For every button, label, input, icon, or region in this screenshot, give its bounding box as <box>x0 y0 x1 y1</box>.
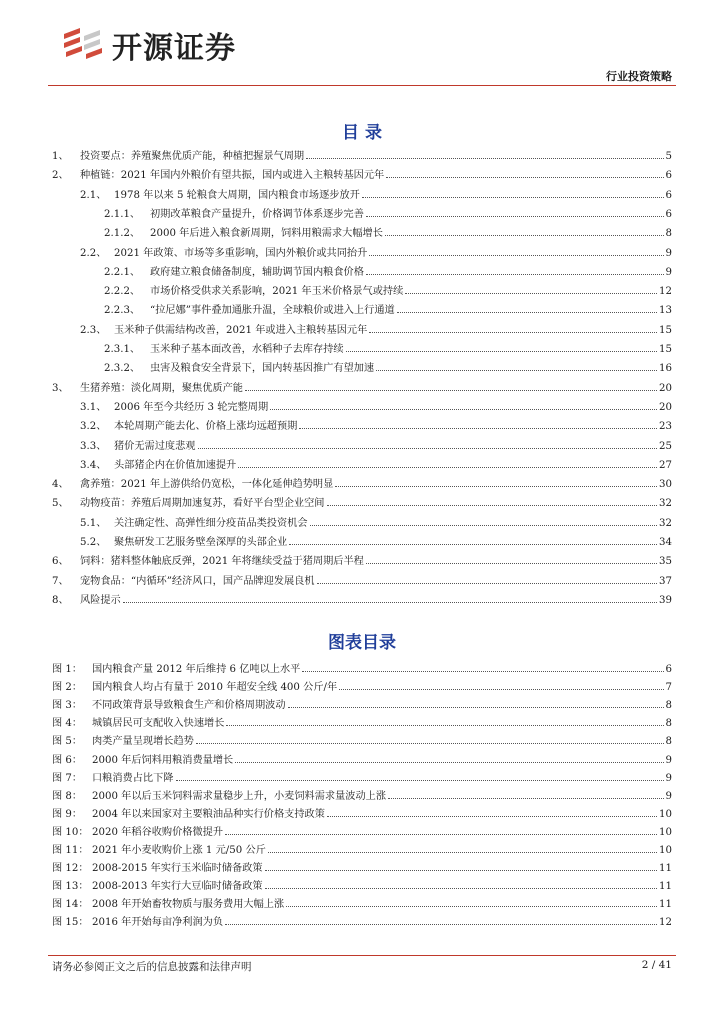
footer-disclaimer: 请务必参阅正文之后的信息披露和法律声明 <box>52 961 252 973</box>
figure-leader-dots <box>226 725 663 726</box>
toc-entry[interactable] <box>52 591 672 607</box>
figure-leader-dots <box>225 834 657 835</box>
toc-entry-text: 市场价格受供求关系影响，2021 年玉米价格景气或持续 <box>150 286 404 298</box>
toc-leader-dots <box>238 467 657 468</box>
toc-leader-dots <box>245 390 657 391</box>
toc-entry-page: 20 <box>659 401 672 413</box>
figure-entry-page: 10 <box>659 808 672 820</box>
figure-leader-dots <box>288 707 664 708</box>
toc-entry-page: 15 <box>659 324 672 336</box>
toc-entry[interactable] <box>52 166 672 182</box>
figure-entry-label: 图 3： <box>52 700 83 712</box>
toc-entry-text: 2000 年后进入粮食新周期，饲料用粮需求大幅增长 <box>150 228 383 240</box>
toc-entry-text: 种植链：2021 年国内外粮价有望共振，国内或进入主粮转基因元年 <box>80 170 385 182</box>
toc-entry-page: 5 <box>665 151 672 162</box>
toc-entry[interactable] <box>104 359 672 375</box>
toc-leader-dots <box>362 197 664 198</box>
toc-entry[interactable] <box>80 437 672 453</box>
toc-entry[interactable] <box>52 147 672 163</box>
toc-leader-dots <box>369 255 663 256</box>
toc-entry-page: 16 <box>659 363 672 375</box>
figure-entry[interactable] <box>52 787 672 803</box>
toc-leader-dots <box>385 235 664 236</box>
toc-entry-text: 玉米种子供需结构改善，2021 年或进入主粮转基因元年 <box>114 324 368 336</box>
figure-entry[interactable] <box>52 732 672 748</box>
toc-entry-text: 1978 年以来 5 轮粮食大周期，国内粮食市场逐步放开 <box>114 189 360 201</box>
figure-entry-text: 国内粮食人均占有量于 2010 年超安全线 400 公斤/年 <box>92 682 338 694</box>
figure-entry[interactable] <box>52 841 672 857</box>
figure-leader-dots <box>265 888 657 889</box>
toc-entry-page: 27 <box>659 459 672 471</box>
figure-leader-dots <box>225 924 657 925</box>
figure-leader-dots <box>265 870 657 871</box>
toc-entry-page: 6 <box>665 189 672 201</box>
toc-entry-number: 2.1.1、 <box>104 208 141 220</box>
toc-entry-number: 1、 <box>52 151 69 162</box>
figure-entry-label: 图 6： <box>52 754 83 766</box>
figure-entry-text: 2000 年后饲料用粮消费量增长 <box>92 754 234 766</box>
toc-entry[interactable] <box>52 379 672 395</box>
toc-entry-page: 15 <box>659 344 672 355</box>
toc-entry-page: 6 <box>665 208 672 220</box>
figure-leader-dots <box>388 798 663 799</box>
figure-entry-text: 2000 年以后玉米饲料需求量稳步上升，小麦饲料需求量波动上涨 <box>92 790 387 802</box>
toc-entry-text: 禽养殖：2021 年上游供给仍宽松，一体化延伸趋势明显 <box>80 479 334 491</box>
toc-entry-number: 3.1、 <box>80 401 107 413</box>
figure-entry-page: 8 <box>665 718 672 730</box>
toc-entry-page: 25 <box>659 440 672 452</box>
figure-entry-label: 图 10： <box>52 826 89 838</box>
toc-entry-number: 2、 <box>52 170 69 182</box>
toc-leader-dots <box>317 583 657 584</box>
toc-entry[interactable] <box>80 321 672 337</box>
figure-entry-page: 8 <box>665 736 672 748</box>
figure-entry-page: 11 <box>659 899 672 911</box>
toc-entry-number: 4、 <box>52 479 69 491</box>
toc-entry-page: 39 <box>659 594 672 606</box>
figure-leader-dots <box>286 906 657 907</box>
toc-entry-number: 3.2、 <box>80 421 107 433</box>
figure-entry-label: 图 5： <box>52 736 83 748</box>
toc-entry[interactable] <box>80 244 672 260</box>
toc-entry[interactable] <box>104 263 672 279</box>
toc-entry-text: “拉尼娜”事件叠加通胀升温，全球粮价或进入上行通道 <box>150 305 395 317</box>
toc-leader-dots <box>123 602 657 603</box>
toc-entry[interactable] <box>104 224 672 240</box>
figure-leader-dots <box>268 852 657 853</box>
toc-leader-dots <box>369 332 657 333</box>
toc-entry-number: 6、 <box>52 556 69 568</box>
company-logo <box>60 20 236 70</box>
toc-leader-dots <box>366 274 664 275</box>
footer-divider <box>48 955 676 956</box>
toc-entry-page: 6 <box>665 170 672 182</box>
toc-entry-text: 风险提示 <box>80 594 121 606</box>
figure-entry-text: 2021 年小麦收购价上涨 1 元/50 公斤 <box>92 845 266 856</box>
toc-entry-page: 30 <box>659 479 672 491</box>
toc-entry-number: 2.3.2、 <box>104 363 141 375</box>
figure-entry[interactable] <box>52 913 672 929</box>
figure-entry[interactable] <box>52 769 672 785</box>
figure-entry[interactable] <box>52 877 672 893</box>
toc-leader-dots <box>327 505 658 506</box>
toc-entry-text: 初期改革粮食产量提升，价格调节体系逐步完善 <box>150 208 364 220</box>
toc-entry[interactable] <box>80 417 672 433</box>
toc-entry-text: 玉米种子基本面改善，水稻种子去库存持续 <box>150 344 344 355</box>
figure-entry-text: 2004 年以来国家对主要粮油品种实行价格支持政策 <box>92 808 325 820</box>
toc-leader-dots <box>289 544 657 545</box>
figure-entry-page: 11 <box>659 881 672 893</box>
toc-entry-number: 3、 <box>52 382 69 394</box>
toc-entry-page: 9 <box>665 247 672 259</box>
toc-leader-dots <box>366 216 664 217</box>
figure-entry-page: 10 <box>659 845 672 856</box>
figure-entry-page: 12 <box>659 917 672 929</box>
figure-entry-label: 图 4： <box>52 718 83 730</box>
toc-entry-page: 8 <box>665 228 672 240</box>
figure-leader-dots <box>327 816 657 817</box>
figure-entry-text: 2008 年开始畜牧物质与服务费用大幅上涨 <box>92 899 285 911</box>
figure-entry-text: 肉类产量呈现增长趋势 <box>92 736 194 748</box>
toc-leader-dots <box>397 312 657 313</box>
toc-entry[interactable] <box>52 475 672 491</box>
figure-entry-text: 不同政策背景导致粮食生产和价格周期波动 <box>92 700 286 712</box>
figure-entry[interactable] <box>52 678 672 694</box>
figure-leader-dots <box>196 743 664 744</box>
figure-entry-page: 7 <box>665 682 672 694</box>
toc-entry-number: 5.2、 <box>80 537 107 548</box>
figure-leader-dots <box>235 762 663 763</box>
toc-leader-dots <box>386 177 663 178</box>
toc-entry[interactable] <box>52 494 672 510</box>
toc-entry-page: 34 <box>659 537 672 548</box>
toc-entry-page: 32 <box>659 498 672 510</box>
toc-entry-number: 2.2.3、 <box>104 305 141 317</box>
toc-leader-dots <box>376 370 657 371</box>
figure-entry[interactable] <box>52 895 672 911</box>
toc-entry-text: 头部猪企内在价值加速提升 <box>114 459 237 471</box>
figure-entry[interactable] <box>52 696 672 712</box>
toc-entry-page: 20 <box>659 382 672 394</box>
toc-entry-number: 2.3.1、 <box>104 344 141 355</box>
toc-entry-number: 2.1、 <box>80 189 107 201</box>
toc-entry[interactable] <box>104 301 672 317</box>
toc-entry-number: 8、 <box>52 594 69 606</box>
figure-entry-page: 9 <box>665 772 672 784</box>
toc-entry-page: 35 <box>659 556 672 568</box>
figure-entry-page: 11 <box>659 863 672 875</box>
figure-entry-label: 图 13： <box>52 881 89 893</box>
document-type: 行业投资策略 <box>606 70 672 83</box>
figure-entry-label: 图 14： <box>52 899 89 911</box>
toc-entry-page: 37 <box>659 575 672 587</box>
toc-entry[interactable] <box>52 572 672 588</box>
toc-entry-text: 生猪养殖：淡化周期，聚焦优质产能 <box>80 382 243 394</box>
header-divider <box>48 85 676 86</box>
figure-entry-label: 图 7： <box>52 772 83 784</box>
figure-entry-label: 图 9： <box>52 808 83 820</box>
toc-leader-dots <box>198 448 658 449</box>
figure-entry[interactable] <box>52 714 672 730</box>
toc-leader-dots <box>405 293 657 294</box>
figure-entry[interactable] <box>52 660 672 676</box>
toc-entry[interactable] <box>104 282 672 298</box>
toc-entry-number: 7、 <box>52 575 69 587</box>
toc-entry-text: 宠物食品：“内循环”经济风口，国产品牌迎发展良机 <box>80 575 315 587</box>
toc-entry-text: 本轮周期产能去化、价格上涨均远超预期 <box>114 421 298 433</box>
toc-entry-text: 政府建立粮食储备制度，辅助调节国内粮食价格 <box>150 266 364 278</box>
toc-entry-text: 动物疫苗：养殖后周期加速复苏，看好平台型企业空间 <box>80 498 325 510</box>
figure-entry[interactable] <box>52 823 672 839</box>
figure-entry[interactable] <box>52 859 672 875</box>
toc-entry-number: 3.4、 <box>80 459 107 471</box>
figure-entry-label: 图 1： <box>52 664 83 675</box>
toc-entry-text: 饲料：猪料整体触底反弹，2021 年将继续受益于猪周期后半程 <box>80 556 364 568</box>
figure-entry-text: 国内粮食产量 2012 年后维持 6 亿吨以上水平 <box>92 664 301 675</box>
toc-entry-text: 虫害及粮食安全背景下，国内转基因推广有望加速 <box>150 363 375 375</box>
toc-entry-text: 猪价无需过度悲观 <box>114 440 196 452</box>
toc-entry-text: 聚焦研发工艺服务壁垒深厚的头部企业 <box>114 537 288 548</box>
toc-entry-page: 13 <box>659 305 672 317</box>
toc-leader-dots <box>346 351 657 352</box>
figure-entry-page: 9 <box>665 790 672 802</box>
toc-entry-number: 2.1.2、 <box>104 228 141 240</box>
company-name: 开源证券 <box>112 31 236 66</box>
company-logo-mark-icon <box>60 22 106 68</box>
toc-leader-dots <box>310 525 657 526</box>
toc-entry-number: 2.2.1、 <box>104 266 141 278</box>
toc-entry-page: 12 <box>659 286 672 298</box>
toc-entry[interactable] <box>104 205 672 221</box>
figure-entry-text: 2008-2015 年实行玉米临时储备政策 <box>92 863 263 875</box>
figure-entry-label: 图 12： <box>52 863 89 875</box>
toc-entry-page: 9 <box>665 266 672 278</box>
figure-entry-text: 2008-2013 年实行大豆临时储备政策 <box>92 881 263 893</box>
toc-entry[interactable] <box>80 398 672 414</box>
figure-entry-text: 2016 年开始每亩净利润为负 <box>92 917 224 929</box>
toc-leader-dots <box>299 428 657 429</box>
toc-entry-text: 2006 年至今共经历 3 轮完整周期 <box>114 401 269 413</box>
figure-entry-label: 图 2： <box>52 682 83 694</box>
toc-entry-number: 2.3、 <box>80 324 107 336</box>
toc-entry-text: 2021 年政策、市场等多重影响，国内外粮价或共同抬升 <box>114 247 368 259</box>
toc-entry-page: 32 <box>659 517 672 529</box>
toc-entry[interactable] <box>80 186 672 202</box>
toc-title: 目 录 <box>342 123 382 143</box>
toc-entry-number: 5.1、 <box>80 517 107 529</box>
toc-entry-number: 2.2.2、 <box>104 286 141 298</box>
toc-entry[interactable] <box>80 456 672 472</box>
figure-entry-label: 图 8： <box>52 790 83 802</box>
toc-entry-page: 23 <box>659 421 672 433</box>
toc-entry-number: 3.3、 <box>80 440 107 452</box>
toc-leader-dots <box>306 158 663 159</box>
figure-leader-dots <box>176 780 664 781</box>
figure-entry-label: 图 11： <box>52 845 89 856</box>
figure-entry-text: 口粮消费占比下降 <box>92 772 174 784</box>
toc-entry[interactable] <box>80 533 672 549</box>
toc-leader-dots <box>335 486 657 487</box>
figures-title: 图表目录 <box>328 633 396 653</box>
toc-leader-dots <box>366 563 657 564</box>
figure-entry-label: 图 15： <box>52 917 89 929</box>
toc-entry-text: 投资要点：养殖聚焦优质产能，种植把握景气周期 <box>80 151 305 162</box>
toc-entry-number: 5、 <box>52 498 69 510</box>
toc-entry-number: 2.2、 <box>80 247 107 259</box>
figure-entry[interactable] <box>52 805 672 821</box>
figure-entry[interactable] <box>52 751 672 767</box>
figure-leader-dots <box>339 689 663 690</box>
figure-entry-page: 6 <box>665 664 672 675</box>
figure-entry-page: 8 <box>665 700 672 712</box>
toc-leader-dots <box>270 409 657 410</box>
figure-entry-text: 城镇居民可支配收入快速增长 <box>92 718 225 730</box>
toc-entry[interactable] <box>80 514 672 530</box>
page-indicator: 2 / 41 <box>641 959 672 971</box>
toc-entry[interactable] <box>52 552 672 568</box>
figure-entry-text: 2020 年稻谷收购价格微提升 <box>92 826 224 838</box>
figure-entry-page: 10 <box>659 826 672 838</box>
figure-leader-dots <box>302 671 663 672</box>
toc-entry-text: 关注确定性、高弹性细分疫苗品类投资机会 <box>114 517 308 529</box>
figure-entry-page: 9 <box>665 754 672 766</box>
toc-entry[interactable] <box>104 340 672 356</box>
